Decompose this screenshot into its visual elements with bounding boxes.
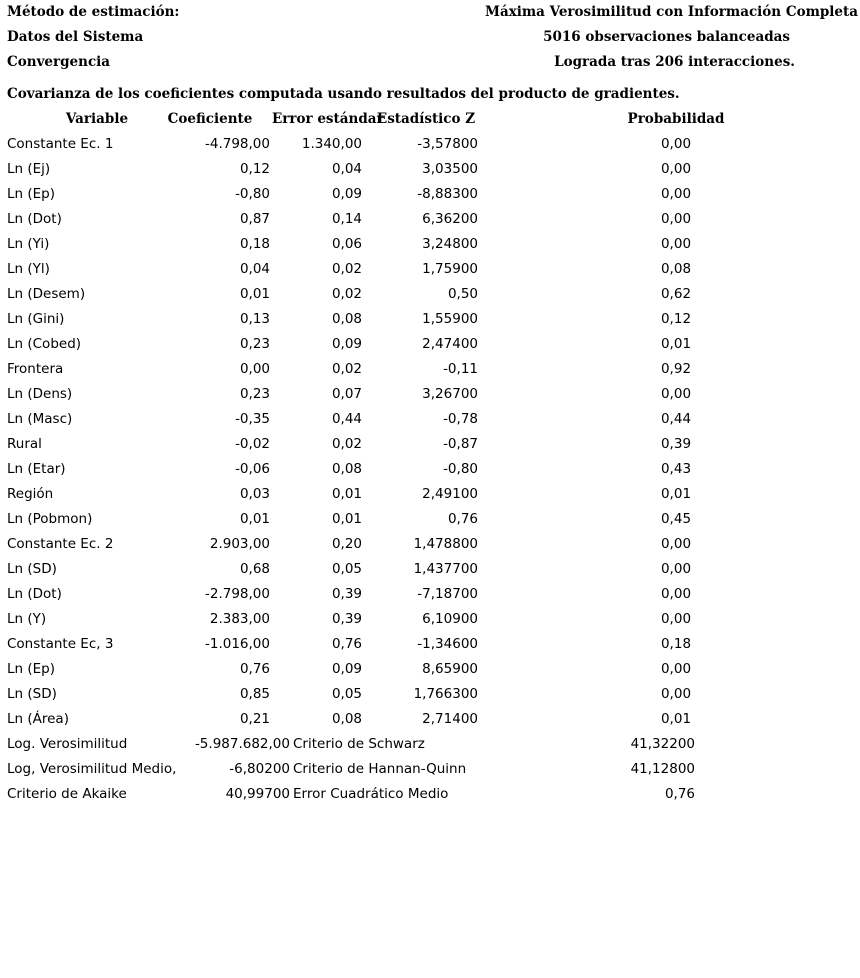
cell-coefficient: 0,04 — [239, 261, 270, 277]
cell-probability: 0,00 — [660, 661, 692, 677]
cell-variable: Ln (Masc) — [7, 411, 73, 427]
table-row — [0, 157, 860, 182]
cell-probability: 0,00 — [660, 611, 692, 627]
cell-z-statistic: 1,55900 — [422, 311, 478, 327]
cell-coefficient: 2.383,00 — [209, 611, 270, 627]
table-row — [0, 707, 860, 732]
cell-variable: Ln (Y) — [7, 611, 47, 627]
convergence-label: Convergencia — [7, 54, 111, 70]
cell-std-error: 0,02 — [331, 436, 362, 452]
cell-z-statistic: 0,76 — [447, 511, 478, 527]
cell-std-error: 0,01 — [331, 486, 362, 502]
cell-coefficient: 0,00 — [239, 361, 270, 377]
summary-label-left: Criterio de Akaike — [7, 786, 127, 802]
cell-probability: 0,00 — [660, 161, 692, 177]
cell-std-error: 0,39 — [331, 611, 362, 627]
header-coefficient: Coeficiente — [167, 111, 253, 127]
method-value: Máxima Verosimilitud con Información Completa — [485, 4, 858, 20]
cell-z-statistic: 2,47400 — [422, 336, 478, 352]
cell-coefficient: 0,76 — [239, 661, 270, 677]
cell-probability: 0,44 — [660, 411, 692, 427]
table-row — [0, 132, 860, 157]
cell-probability: 0,01 — [660, 711, 692, 727]
cell-std-error: 1.340,00 — [301, 136, 362, 152]
cell-coefficient: 0,12 — [239, 161, 270, 177]
summary-value-left: -6,80200 — [229, 761, 290, 777]
cell-probability: 0,43 — [660, 461, 692, 477]
cell-variable: Región — [7, 486, 54, 502]
cell-std-error: 0,01 — [331, 511, 362, 527]
cell-coefficient: -0,02 — [235, 436, 270, 452]
cell-probability: 0,00 — [660, 586, 692, 602]
summary-value-left: -5.987.682,00 — [194, 736, 290, 752]
cell-std-error: 0,39 — [331, 586, 362, 602]
table-row — [0, 632, 860, 657]
cell-std-error: 0,04 — [331, 161, 362, 177]
cell-z-statistic: 6,10900 — [422, 611, 478, 627]
cell-probability: 0,00 — [660, 561, 692, 577]
cell-probability: 0,00 — [660, 211, 692, 227]
cell-std-error: 0,06 — [331, 236, 362, 252]
cell-probability: 0,08 — [660, 261, 692, 277]
cell-std-error: 0,08 — [331, 311, 362, 327]
cell-variable: Ln (Dot) — [7, 211, 62, 227]
cell-probability: 0,01 — [660, 486, 692, 502]
cell-variable: Ln (Etar) — [7, 461, 66, 477]
cell-variable: Ln (SD) — [7, 561, 57, 577]
cell-variable: Frontera — [7, 361, 64, 377]
table-body — [0, 132, 860, 732]
cell-coefficient: 0,87 — [239, 211, 270, 227]
summary-label-right: Criterio de Schwarz — [293, 736, 425, 752]
header-std-error: Error estándar — [272, 111, 384, 127]
header-z-statistic: Estadístico Z — [376, 111, 476, 127]
summary-row — [0, 732, 860, 757]
cell-z-statistic: 0,50 — [447, 286, 478, 302]
cell-std-error: 0,02 — [331, 261, 362, 277]
summary-label-left: Log, Verosimilitud Medio, — [7, 761, 177, 777]
table-row — [0, 657, 860, 682]
cell-coefficient: 0,13 — [239, 311, 270, 327]
cell-std-error: 0,09 — [331, 336, 362, 352]
cell-z-statistic: -0,78 — [443, 411, 478, 427]
table-row — [0, 257, 860, 282]
cell-z-statistic: -3,57800 — [417, 136, 478, 152]
table-row — [0, 507, 860, 532]
cell-std-error: 0,08 — [331, 461, 362, 477]
table-row — [0, 532, 860, 557]
cell-variable: Constante Ec, 3 — [7, 636, 114, 652]
cell-variable: Ln (Ej) — [7, 161, 51, 177]
cell-std-error: 0,09 — [331, 661, 362, 677]
cell-variable: Ln (Yi) — [7, 236, 50, 252]
cell-variable: Ln (Dens) — [7, 386, 73, 402]
cell-coefficient: 2.903,00 — [209, 536, 270, 552]
cell-variable: Ln (Cobed) — [7, 336, 82, 352]
summary-label-right: Error Cuadrático Medio — [293, 786, 449, 802]
cell-coefficient: -0,80 — [235, 186, 270, 202]
cell-variable: Rural — [7, 436, 42, 452]
cell-coefficient: 0,85 — [239, 686, 270, 702]
cell-coefficient: 0,01 — [239, 286, 270, 302]
table-row — [0, 557, 860, 582]
cell-z-statistic: 3,26700 — [422, 386, 478, 402]
cell-variable: Ln (Desem) — [7, 286, 86, 302]
cell-probability: 0,00 — [660, 686, 692, 702]
cell-z-statistic: 2,49100 — [422, 486, 478, 502]
table-row — [0, 332, 860, 357]
cell-z-statistic: 2,71400 — [422, 711, 478, 727]
cell-probability: 0,01 — [660, 336, 692, 352]
cell-probability: 0,00 — [660, 386, 692, 402]
table-row — [0, 282, 860, 307]
cell-z-statistic: -8,88300 — [417, 186, 478, 202]
summary-value-left: 40,99700 — [225, 786, 290, 802]
cell-std-error: 0,02 — [331, 286, 362, 302]
cell-variable: Ln (Pobmon) — [7, 511, 93, 527]
convergence-value: Lograda tras 206 interacciones. — [554, 54, 795, 70]
preamble-row-data — [0, 25, 860, 50]
table-row — [0, 232, 860, 257]
cell-coefficient: -2.798,00 — [205, 586, 270, 602]
cell-variable: Ln (Gini) — [7, 311, 65, 327]
cell-coefficient: 0,23 — [239, 336, 270, 352]
table-row — [0, 407, 860, 432]
cell-z-statistic: -1,34600 — [417, 636, 478, 652]
cell-std-error: 0,44 — [331, 411, 362, 427]
cell-coefficient: 0,21 — [239, 711, 270, 727]
cell-z-statistic: 8,65900 — [422, 661, 478, 677]
cell-variable: Ln (Área) — [7, 711, 69, 727]
table-row — [0, 182, 860, 207]
cell-coefficient: -0,06 — [235, 461, 270, 477]
table-row — [0, 307, 860, 332]
cell-z-statistic: -0,80 — [443, 461, 478, 477]
cell-z-statistic: 1,75900 — [422, 261, 478, 277]
cell-z-statistic: 1,478800 — [413, 536, 478, 552]
table-row — [0, 482, 860, 507]
cell-coefficient: 0,68 — [239, 561, 270, 577]
cell-std-error: 0,76 — [331, 636, 362, 652]
cell-z-statistic: 1,766300 — [413, 686, 478, 702]
cell-z-statistic: 3,24800 — [422, 236, 478, 252]
cell-probability: 0,45 — [660, 511, 692, 527]
cell-probability: 0,18 — [660, 636, 692, 652]
cell-probability: 0,00 — [660, 136, 692, 152]
covariance-note: Covarianza de los coeficientes computada usando resultados del producto de gradientes. — [7, 86, 680, 102]
table-row — [0, 682, 860, 707]
cell-coefficient: 0,01 — [239, 511, 270, 527]
cell-z-statistic: 1,437700 — [413, 561, 478, 577]
cell-variable: Ln (Yl) — [7, 261, 50, 277]
cell-coefficient: -1.016,00 — [205, 636, 270, 652]
cell-z-statistic: -0,11 — [443, 361, 478, 377]
cell-variable: Ln (Dot) — [7, 586, 62, 602]
table-row — [0, 357, 860, 382]
cell-z-statistic: 6,36200 — [422, 211, 478, 227]
summary-label-right: Criterio de Hannan-Quinn — [293, 761, 467, 777]
cell-variable: Constante Ec. 2 — [7, 536, 114, 552]
summary-label-left: Log. Verosimilitud — [7, 736, 128, 752]
cell-std-error: 0,14 — [331, 211, 362, 227]
cell-std-error: 0,02 — [331, 361, 362, 377]
cell-z-statistic: -7,18700 — [417, 586, 478, 602]
coefficients-table — [0, 107, 860, 732]
table-header-row — [0, 107, 860, 132]
cell-probability: 0,00 — [660, 236, 692, 252]
header-variable: Variable — [65, 111, 129, 127]
cell-probability: 0,00 — [660, 186, 692, 202]
cell-coefficient: -0,35 — [235, 411, 270, 427]
cell-coefficient: 0,03 — [239, 486, 270, 502]
summary-row — [0, 757, 860, 782]
table-row — [0, 382, 860, 407]
cell-variable: Ln (Ep) — [7, 186, 56, 202]
header-probability: Probabilidad — [627, 111, 725, 127]
cell-variable: Constante Ec. 1 — [7, 136, 114, 152]
table-row — [0, 457, 860, 482]
cell-variable: Ln (Ep) — [7, 661, 56, 677]
data-label: Datos del Sistema — [7, 29, 144, 45]
table-row — [0, 207, 860, 232]
cell-probability: 0,92 — [660, 361, 692, 377]
table-row — [0, 432, 860, 457]
cell-coefficient: -4.798,00 — [205, 136, 270, 152]
table-row — [0, 607, 860, 632]
cell-variable: Ln (SD) — [7, 686, 57, 702]
cell-probability: 0,62 — [660, 286, 692, 302]
cell-std-error: 0,09 — [331, 186, 362, 202]
summary-value-right: 0,76 — [664, 786, 695, 802]
preamble-row-convergence — [0, 50, 860, 75]
cell-z-statistic: -0,87 — [443, 436, 478, 452]
cell-std-error: 0,05 — [331, 686, 362, 702]
cell-std-error: 0,20 — [331, 536, 362, 552]
cell-std-error: 0,05 — [331, 561, 362, 577]
cell-coefficient: 0,18 — [239, 236, 270, 252]
summary-block — [0, 732, 860, 807]
method-label: Método de estimación: — [7, 4, 180, 20]
summary-row — [0, 782, 860, 807]
cell-coefficient: 0,23 — [239, 386, 270, 402]
cell-std-error: 0,07 — [331, 386, 362, 402]
cell-probability: 0,12 — [660, 311, 692, 327]
data-value: 5016 observaciones balanceadas — [543, 29, 790, 45]
preamble-block — [0, 0, 860, 75]
table-row — [0, 582, 860, 607]
cell-z-statistic: 3,03500 — [422, 161, 478, 177]
cell-std-error: 0,08 — [331, 711, 362, 727]
summary-value-right: 41,32200 — [630, 736, 695, 752]
cell-probability: 0,39 — [660, 436, 692, 452]
cell-probability: 0,00 — [660, 536, 692, 552]
summary-value-right: 41,12800 — [630, 761, 695, 777]
preamble-row-method — [0, 0, 860, 25]
